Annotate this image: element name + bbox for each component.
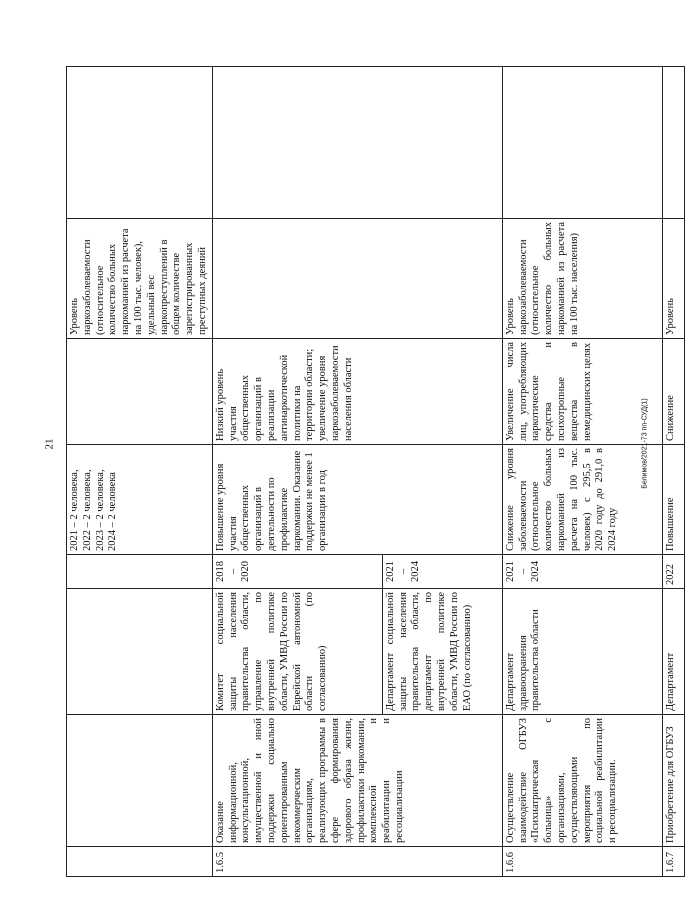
cell-indicator: Снижение уровня заболеваемости (относительное количество больных наркоманией из расчета на 100 тыс. человек) с 295,5 в 2020 году до 291,0 в 2024 году [502,445,662,555]
table-row [662,67,684,877]
cell-id: 1.6.6 [502,847,662,877]
cell-year: 2018 – 2020 [212,555,382,589]
cell-executor: Департамент здравоохранения правительства области [502,589,662,715]
cell-problem: Низкий уровень участия общественных организаций в реализации антинаркотической политики на территории области; увеличение уровня наркозаболеваемости населения области [212,339,502,445]
cell-indicator: 2021 – 2 человека, 2022 – 2 человека, 2023 – 2 человека, 2024 – 2 человека [67,445,213,555]
cell-measure: Осуществление взаимодействие ОГБУЗ «Психиатрическая больница» с организациями, осуществляющими мероприятия по социальной реабилитации и ресоциализации. [502,715,662,847]
cell-executor [67,589,213,715]
cell-extra [212,67,502,219]
cell-target: Уровень наркозаболеваемости (относительное количество больных наркоманией из расчета на 100 тыс. человек), удельный вес наркопреступлений в общем количестве зарегистрированных преступных деяний [67,219,213,339]
cell-problem [67,339,213,445]
cell-executor: Департамент [662,589,684,715]
cell-executor: Департамент социальной защиты населения правительства области, департамент по внутренней политике области, УМВД России по ЕАО (по согласованию) [382,589,502,715]
cell-extra [67,67,213,219]
cell-year: 2021 – 2024 [502,555,662,589]
cell-measure: Приобретение для ОГБУЗ [662,715,684,847]
page-number: 21 [43,438,56,450]
table-row [67,67,213,877]
cell-target [212,219,502,339]
cell-year [67,555,213,589]
cell-extra [662,67,684,219]
cell-target: Уровень [662,219,684,339]
cell-measure [67,715,213,847]
cell-id: 1.6.5 [212,847,502,877]
cell-extra [502,67,662,219]
cell-indicator: Повышение [662,445,684,555]
cell-year: 2022 [662,555,684,589]
cell-executor: Комитет социальной защиты населения правительства области, управление по внутренней политике области, УМВД России по Еврейской автономной области (по согласованию) [212,589,382,715]
cell-indicator: Повышение уровня участия общественных организаций в деятельности по профилактике наркомании. Оказание поддержки не менее 1 организации в год [212,445,502,555]
cell-measure: Оказание информационной, консультационной, имущественной и иной поддержки социально ориентированным некоммерческим организациям, реализующих программы в сфере формирования здорового образа жизни, профилактики наркомании, комплексной и реабилитации и ресоциализации [212,715,502,847]
cell-year: 2021 – 2024 [382,555,502,589]
cell-target: Уровень наркозаболеваемости (относительное количество больных наркоманией из расчета на 100 тыс. населения) [502,219,662,339]
cell-id [67,847,213,877]
cell-problem: Снижение [662,339,684,445]
table-row [502,67,662,877]
cell-problem: Увеличение числа лиц, употребляющих наркотические средства и психотропные вещества в немедицинских целях [502,339,662,445]
cell-id: 1.6.7 [662,847,684,877]
document-footer: Белимов/2021-73 пп-СУД(1) [641,398,649,489]
program-measures-table [66,66,685,877]
table-row [212,67,382,877]
